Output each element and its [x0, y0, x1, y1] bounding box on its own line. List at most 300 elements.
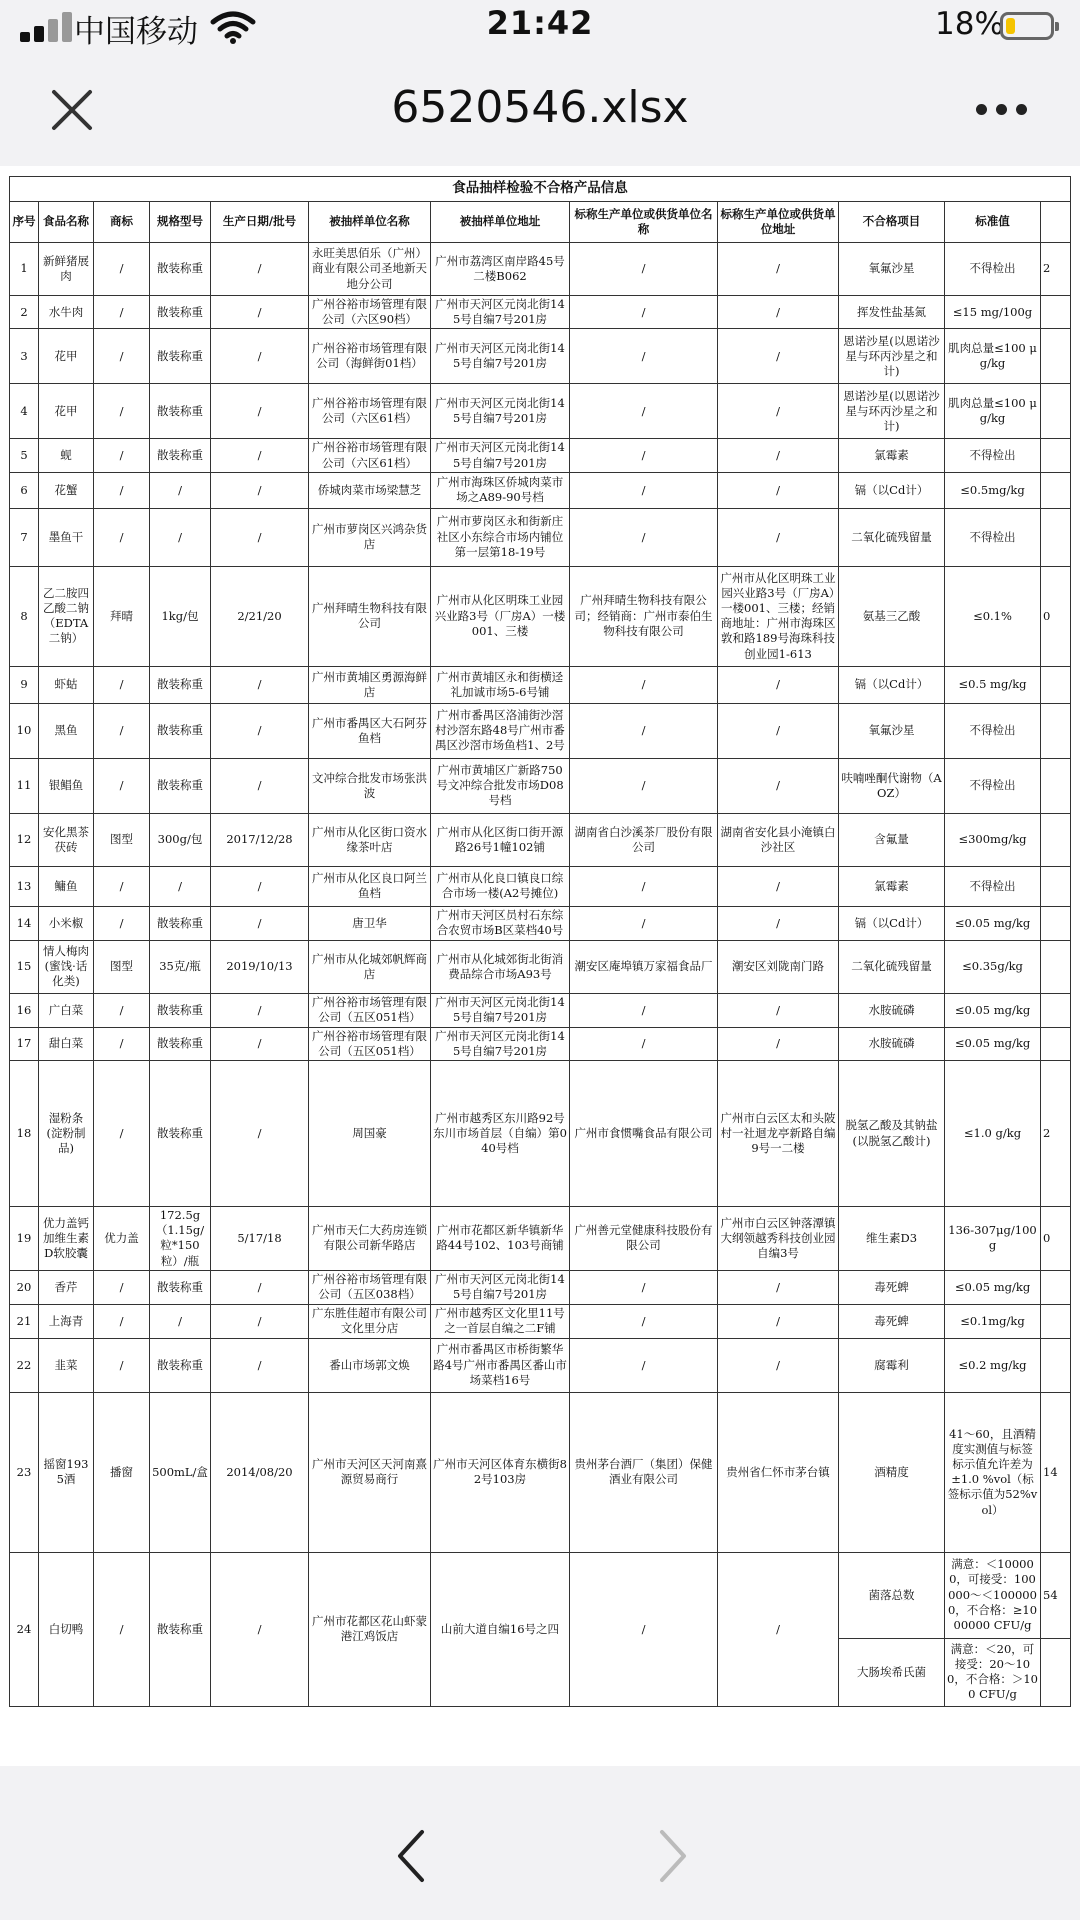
table-cell: 广州市天河区天河南熹源贸易商行 — [309, 1392, 431, 1552]
table-cell: 不得检出 — [945, 243, 1041, 296]
table-cell: 永旺美思佰乐（广州）商业有限公司圣地新天地分公司 — [309, 243, 431, 296]
table-cell: 拜晴 — [94, 566, 150, 666]
table-cell: 腐霉利 — [839, 1338, 945, 1392]
table-cell: 广州市从化区街口街开源路26号1幢102铺 — [431, 813, 570, 866]
table-row — [10, 1027, 1071, 1060]
table-cell: 镉（以Cd计） — [839, 906, 945, 940]
bottom-nav — [0, 1770, 1080, 1920]
table-cell: 蚬 — [39, 439, 94, 472]
table-cell: 播窗 — [94, 1392, 150, 1552]
table-cell: 136-307μg/100g — [945, 1207, 1041, 1271]
table-cell: 贵州省仁怀市茅台镇 — [718, 1392, 839, 1552]
table-cell: 23 — [10, 1392, 39, 1552]
table-cell: 广州市番禺区市桥街繁华路4号广州市番禺区番山市场菜档16号 — [431, 1338, 570, 1392]
table-cell: 墨鱼干 — [39, 508, 94, 566]
table-cell: 情人梅肉(蜜饯·话化类) — [39, 940, 94, 993]
table-cell: 乙二胺四乙酸二钠（EDTA二钠） — [39, 566, 94, 666]
spreadsheet-preview[interactable] — [0, 166, 1080, 1766]
table-cell: 6 — [10, 472, 39, 508]
table-cell: 广州谷裕市场管理有限公司（五区051档） — [309, 993, 431, 1027]
table-cell: 毒死蜱 — [839, 1270, 945, 1304]
table-cell: 4 — [10, 384, 39, 439]
cutoff-cell — [1041, 666, 1071, 703]
table-cell: 图型 — [94, 940, 150, 993]
table-cell: / — [94, 866, 150, 906]
sheet-title: 食品抽样检验不合格产品信息 — [10, 177, 1071, 202]
cutoff-cell — [1041, 1638, 1071, 1706]
table-cell: / — [211, 666, 309, 703]
table-cell: 氯霉素 — [839, 866, 945, 906]
forward-arrow-icon[interactable] — [652, 1826, 692, 1886]
table-cell: 广州市天河区元岗北街145号自编7号201房 — [431, 296, 570, 329]
table-cell: 20 — [10, 1270, 39, 1304]
table-cell: ≤0.2 mg/kg — [945, 1338, 1041, 1392]
table-cell: 湿粉条(淀粉制品) — [39, 1061, 94, 1207]
sheet-title-row — [10, 177, 1071, 202]
table-cell: 香芹 — [39, 1270, 94, 1304]
table-cell: ≤0.5mg/kg — [945, 472, 1041, 508]
table-cell: 水胺硫磷 — [839, 1027, 945, 1060]
table-cell: 16 — [10, 993, 39, 1027]
column-header-cutoff — [1041, 202, 1071, 243]
table-cell: 1kg/包 — [150, 566, 211, 666]
table-cell: ≤300mg/kg — [945, 813, 1041, 866]
table-cell: 优力盖钙加维生素D软胶囊 — [39, 1207, 94, 1271]
column-header: 生产日期/批号 — [211, 202, 309, 243]
table-cell: / — [94, 906, 150, 940]
table-cell: 菌落总数 — [839, 1552, 945, 1638]
table-cell: / — [570, 1552, 718, 1706]
table-cell: ≤0.05 mg/kg — [945, 993, 1041, 1027]
column-header: 标称生产单位或供货单位地址 — [718, 202, 839, 243]
table-cell: / — [718, 384, 839, 439]
table-cell: / — [718, 243, 839, 296]
table-cell: 广州市黄埔区勇源海鲜店 — [309, 666, 431, 703]
table-cell: 18 — [10, 1061, 39, 1207]
table-cell: 广州谷裕市场管理有限公司（六区90档） — [309, 296, 431, 329]
table-cell: / — [211, 1552, 309, 1706]
column-header: 商标 — [94, 202, 150, 243]
table-row — [10, 1270, 1071, 1304]
table-row — [10, 866, 1071, 906]
table-cell: / — [94, 1270, 150, 1304]
table-cell: 散装称重 — [150, 1270, 211, 1304]
table-cell: / — [211, 243, 309, 296]
table-cell: 氧氟沙星 — [839, 243, 945, 296]
table-cell: / — [211, 703, 309, 758]
document-title: 6520546.xlsx — [391, 82, 689, 133]
table-cell: 二氧化硫残留量 — [839, 508, 945, 566]
table-cell: 广州市荔湾区南岸路45号二楼B062 — [431, 243, 570, 296]
table-cell: 24 — [10, 1552, 39, 1706]
table-cell: 41～60，且酒精度实测值与标签标示值允许差为±1.0 %vol（标签标示值为52%vol） — [945, 1392, 1041, 1552]
table-cell: 广州市白云区太和头陂村一社迴龙亭新路自编9号一二楼 — [718, 1061, 839, 1207]
table-row — [10, 1207, 1071, 1271]
table-cell: / — [211, 1061, 309, 1207]
table-cell: 酒精度 — [839, 1392, 945, 1552]
table-cell: ≤0.5 mg/kg — [945, 666, 1041, 703]
table-cell: 散装称重 — [150, 703, 211, 758]
cutoff-cell — [1041, 703, 1071, 758]
table-cell: 广州市海珠区侨城肉菜市场之A89-90号档 — [431, 472, 570, 508]
cutoff-cell — [1041, 384, 1071, 439]
table-row — [10, 243, 1071, 296]
cutoff-cell: 0 — [1041, 1207, 1071, 1271]
table-cell: / — [570, 703, 718, 758]
table-cell: / — [94, 666, 150, 703]
cutoff-cell — [1041, 813, 1071, 866]
table-cell: 氯霉素 — [839, 439, 945, 472]
table-cell: 甜白菜 — [39, 1027, 94, 1060]
table-cell: ≤0.05 mg/kg — [945, 1027, 1041, 1060]
table-cell: 广州市从化区街口资水缘茶叶店 — [309, 813, 431, 866]
table-cell: 满意：＜20，可接受：20～100，不合格：＞100 CFU/g — [945, 1638, 1041, 1706]
table-row — [10, 1552, 1071, 1638]
table-cell: / — [211, 758, 309, 813]
table-cell: / — [94, 1027, 150, 1060]
table-cell: 广州谷裕市场管理有限公司（六区61档） — [309, 384, 431, 439]
table-cell: 散装称重 — [150, 384, 211, 439]
cutoff-cell — [1041, 472, 1071, 508]
table-cell: 散装称重 — [150, 1027, 211, 1060]
column-header: 被抽样单位地址 — [431, 202, 570, 243]
table-cell: 侨城肉菜市场梁慧芝 — [309, 472, 431, 508]
table-cell: 摇窗1935酒 — [39, 1392, 94, 1552]
table-cell: 广州市天河区员村石东综合农贸市场B区菜档40号 — [431, 906, 570, 940]
table-cell: / — [211, 296, 309, 329]
table-cell: 肌肉总量≤100 μg/kg — [945, 384, 1041, 439]
table-cell: 广州市越秀区东川路92号东川市场首层（自编）第040号档 — [431, 1061, 570, 1207]
table-cell: / — [94, 703, 150, 758]
table-cell: 图型 — [94, 813, 150, 866]
table-cell: 500mL/盒 — [150, 1392, 211, 1552]
cutoff-cell: 2 — [1041, 243, 1071, 296]
table-cell: / — [570, 1027, 718, 1060]
table-cell: / — [718, 472, 839, 508]
cutoff-cell: 2 — [1041, 1061, 1071, 1207]
table-cell: / — [718, 329, 839, 384]
table-cell: 散装称重 — [150, 296, 211, 329]
column-header: 序号 — [10, 202, 39, 243]
table-cell: 广州市从化区良口阿兰鱼档 — [309, 866, 431, 906]
table-cell: 花蟹 — [39, 472, 94, 508]
table-cell: / — [211, 993, 309, 1027]
status-bar — [0, 0, 1080, 54]
table-cell: 脱氢乙酸及其钠盐(以脱氢乙酸计) — [839, 1061, 945, 1207]
table-cell: 花甲 — [39, 384, 94, 439]
table-cell: / — [718, 703, 839, 758]
table-cell: / — [570, 329, 718, 384]
table-cell: 广东胜佳超市有限公司文化里分店 — [309, 1304, 431, 1338]
table-cell: 镉（以Cd计） — [839, 666, 945, 703]
table-cell: 毒死蜱 — [839, 1304, 945, 1338]
table-cell: 散装称重 — [150, 243, 211, 296]
table-cell: 广州市天河区元岗北街145号自编7号201房 — [431, 329, 570, 384]
table-cell: 安化黑茶茯砖 — [39, 813, 94, 866]
table-cell: / — [211, 1270, 309, 1304]
table-cell: 周国豪 — [309, 1061, 431, 1207]
table-cell: / — [570, 384, 718, 439]
table-cell: 广州市从化良口镇良口综合市场一楼(A2号摊位) — [431, 866, 570, 906]
table-cell: 贵州茅台酒厂（集团）保健酒业有限公司 — [570, 1392, 718, 1552]
table-cell: 散装称重 — [150, 906, 211, 940]
cutoff-cell — [1041, 1304, 1071, 1338]
table-cell: / — [570, 1338, 718, 1392]
table-cell: / — [570, 472, 718, 508]
table-cell: / — [718, 1552, 839, 1706]
table-cell: / — [718, 1338, 839, 1392]
table-cell: / — [94, 758, 150, 813]
table-cell: / — [718, 508, 839, 566]
inspection-table — [9, 176, 1071, 1707]
table-cell: / — [570, 993, 718, 1027]
table-cell: / — [718, 1027, 839, 1060]
table-cell: ≤0.1% — [945, 566, 1041, 666]
table-cell: 氨基三乙酸 — [839, 566, 945, 666]
table-cell: 呋喃唑酮代谢物（AOZ） — [839, 758, 945, 813]
table-body — [10, 243, 1071, 1707]
table-cell: 银鲳鱼 — [39, 758, 94, 813]
table-cell: 12 — [10, 813, 39, 866]
table-cell: 潮安区刘陇南门路 — [718, 940, 839, 993]
table-cell: / — [94, 508, 150, 566]
cutoff-cell — [1041, 1270, 1071, 1304]
table-cell: / — [211, 1027, 309, 1060]
table-cell: 广州市天河区元岗北街145号自编7号201房 — [431, 993, 570, 1027]
table-cell: / — [94, 472, 150, 508]
table-cell: 恩诺沙星(以恩诺沙星与环丙沙星之和计) — [839, 329, 945, 384]
table-cell: 广州市食惯嘴食品有限公司 — [570, 1061, 718, 1207]
table-cell: 潮安区庵埠镇万家福食品厂 — [570, 940, 718, 993]
table-cell: 鳙鱼 — [39, 866, 94, 906]
table-cell: 散装称重 — [150, 329, 211, 384]
cutoff-cell: 54 — [1041, 1552, 1071, 1638]
table-cell: 挥发性盐基氮 — [839, 296, 945, 329]
table-cell: / — [718, 993, 839, 1027]
table-cell: 172.5g（1.15g/粒*150粒）/瓶 — [150, 1207, 211, 1271]
table-cell: 恩诺沙星(以恩诺沙星与环丙沙星之和计) — [839, 384, 945, 439]
table-cell: 散装称重 — [150, 1061, 211, 1207]
table-cell: 广州市越秀区文化里11号之一首层自编之二F铺 — [431, 1304, 570, 1338]
table-cell: 广州善元堂健康科技股份有限公司 — [570, 1207, 718, 1271]
table-cell: 肌肉总量≤100 μg/kg — [945, 329, 1041, 384]
table-cell: 湖南省安化县小淹镇白沙社区 — [718, 813, 839, 866]
cutoff-cell — [1041, 296, 1071, 329]
cutoff-cell — [1041, 1338, 1071, 1392]
column-header: 被抽样单位名称 — [309, 202, 431, 243]
table-cell: 虾蛄 — [39, 666, 94, 703]
table-cell: / — [150, 508, 211, 566]
table-cell: / — [570, 1304, 718, 1338]
table-row — [10, 439, 1071, 472]
table-cell: / — [570, 439, 718, 472]
table-cell: 广州市天河区体育东横街82号103房 — [431, 1392, 570, 1552]
table-cell: / — [211, 329, 309, 384]
cutoff-cell — [1041, 329, 1071, 384]
table-cell: / — [570, 666, 718, 703]
table-cell: 3 — [10, 329, 39, 384]
table-cell: 不得检出 — [945, 703, 1041, 758]
table-cell: 唐卫华 — [309, 906, 431, 940]
header-row — [10, 202, 1071, 243]
table-cell: 2/21/20 — [211, 566, 309, 666]
table-cell: 广州市花都区花山虾蒙港江鸡饭店 — [309, 1552, 431, 1706]
cutoff-cell — [1041, 866, 1071, 906]
table-cell: / — [570, 758, 718, 813]
table-cell: 广州市从化城郊街北街消费品综合市场A93号 — [431, 940, 570, 993]
table-cell: / — [94, 296, 150, 329]
table-cell: 水牛肉 — [39, 296, 94, 329]
status-clock: 21:42 — [486, 4, 594, 42]
table-cell: 番山市场郭文焕 — [309, 1338, 431, 1392]
table-cell: 广州谷裕市场管理有限公司（五区038档） — [309, 1270, 431, 1304]
table-cell: 广州市白云区钟落潭镇大纲领越秀科技创业园自编3号 — [718, 1207, 839, 1271]
table-row — [10, 758, 1071, 813]
carrier-name: 中国移动 — [74, 14, 198, 50]
table-cell: / — [94, 1338, 150, 1392]
table-cell: 2019/10/13 — [211, 940, 309, 993]
table-cell: / — [570, 906, 718, 940]
table-cell: 广州谷裕市场管理有限公司（海鲜街01档） — [309, 329, 431, 384]
table-row — [10, 666, 1071, 703]
table-cell: 5/17/18 — [211, 1207, 309, 1271]
table-cell: 17 — [10, 1027, 39, 1060]
table-cell: 广州谷裕市场管理有限公司（五区051档） — [309, 1027, 431, 1060]
table-cell: 大肠埃希氏菌 — [839, 1638, 945, 1706]
table-cell: 广州拜晴生物科技有限公司；经销商：广州市泰伯生物科技有限公司 — [570, 566, 718, 666]
table-cell: 广州市天河区元岗北街145号自编7号201房 — [431, 1270, 570, 1304]
table-cell: 300g/包 — [150, 813, 211, 866]
table-cell: / — [211, 508, 309, 566]
table-row — [10, 703, 1071, 758]
table-cell: 韭菜 — [39, 1338, 94, 1392]
table-cell: 19 — [10, 1207, 39, 1271]
table-cell: 广州市萝岗区永和街新庄社区小东综合市场内铺位第一层第18-19号 — [431, 508, 570, 566]
table-cell: 山前大道自编16号之四 — [431, 1552, 570, 1706]
table-cell: 上海青 — [39, 1304, 94, 1338]
table-cell: / — [94, 439, 150, 472]
table-cell: 新鲜猪展肉 — [39, 243, 94, 296]
table-cell: 花甲 — [39, 329, 94, 384]
more-icon[interactable] — [972, 100, 1032, 120]
table-cell: / — [718, 296, 839, 329]
table-cell: 5 — [10, 439, 39, 472]
table-cell: 8 — [10, 566, 39, 666]
table-cell: 2014/08/20 — [211, 1392, 309, 1552]
table-cell: / — [718, 866, 839, 906]
table-cell: 广州市从化区明珠工业园兴业路3号（厂房A）一楼001、三楼；经销商地址：广州市海珠区敦和路189号海珠科技创业园1-613 — [718, 566, 839, 666]
table-cell: 21 — [10, 1304, 39, 1338]
table-cell: / — [211, 439, 309, 472]
table-cell: / — [150, 1304, 211, 1338]
battery-icon — [1000, 12, 1054, 40]
table-cell: 白切鸭 — [39, 1552, 94, 1706]
table-cell: 广州市天仁大药房连锁有限公司新华路店 — [309, 1207, 431, 1271]
table-cell: 优力盖 — [94, 1207, 150, 1271]
table-cell: 小米椒 — [39, 906, 94, 940]
table-cell: 散装称重 — [150, 993, 211, 1027]
table-cell: ≤0.1mg/kg — [945, 1304, 1041, 1338]
table-cell: ≤15 mg/100g — [945, 296, 1041, 329]
table-cell: / — [570, 508, 718, 566]
table-cell: 黑鱼 — [39, 703, 94, 758]
table-cell: 二氧化硫残留量 — [839, 940, 945, 993]
table-cell: 广州市从化区明珠工业园兴业路3号（厂房A）一楼001、三楼 — [431, 566, 570, 666]
table-cell: 13 — [10, 866, 39, 906]
table-cell: ≤1.0 g/kg — [945, 1061, 1041, 1207]
table-cell: / — [570, 866, 718, 906]
table-cell: / — [94, 384, 150, 439]
table-cell: 广州拜晴生物科技有限公司 — [309, 566, 431, 666]
table-cell: 2 — [10, 296, 39, 329]
table-cell: / — [211, 1304, 309, 1338]
table-cell: / — [94, 1304, 150, 1338]
table-cell: / — [94, 243, 150, 296]
table-cell: 广州市萝岗区兴鸿杂货店 — [309, 508, 431, 566]
table-cell: 1 — [10, 243, 39, 296]
table-cell: 含氟量 — [839, 813, 945, 866]
table-row — [10, 296, 1071, 329]
table-cell: 不得检出 — [945, 866, 1041, 906]
table-cell: ≤0.05 mg/kg — [945, 1270, 1041, 1304]
cutoff-cell — [1041, 993, 1071, 1027]
cutoff-cell — [1041, 1027, 1071, 1060]
table-row — [10, 906, 1071, 940]
column-header: 规格型号 — [150, 202, 211, 243]
table-cell: / — [150, 866, 211, 906]
table-cell: / — [718, 758, 839, 813]
cutoff-cell: 0 — [1041, 566, 1071, 666]
table-cell: / — [94, 329, 150, 384]
table-cell: 维生素D3 — [839, 1207, 945, 1271]
table-cell: / — [211, 384, 309, 439]
table-cell: 不得检出 — [945, 439, 1041, 472]
back-arrow-icon[interactable] — [392, 1826, 432, 1886]
table-cell: / — [211, 906, 309, 940]
table-cell: / — [94, 1552, 150, 1706]
table-cell: / — [211, 472, 309, 508]
table-cell: / — [718, 439, 839, 472]
table-cell: 11 — [10, 758, 39, 813]
table-cell: / — [150, 472, 211, 508]
table-cell: 2017/12/28 — [211, 813, 309, 866]
table-cell: / — [211, 1338, 309, 1392]
table-cell: 14 — [10, 906, 39, 940]
table-row — [10, 566, 1071, 666]
table-row — [10, 384, 1071, 439]
viewer-header — [0, 54, 1080, 164]
table-cell: 广州市花都区新华镇新华路44号102、103号商铺 — [431, 1207, 570, 1271]
table-cell: 散装称重 — [150, 666, 211, 703]
table-cell: 35克/瓶 — [150, 940, 211, 993]
table-cell: 22 — [10, 1338, 39, 1392]
table-cell: 散装称重 — [150, 1552, 211, 1706]
table-cell: 广州市天河区元岗北街145号自编7号201房 — [431, 439, 570, 472]
table-row — [10, 508, 1071, 566]
table-cell: 散装称重 — [150, 439, 211, 472]
table-row — [10, 472, 1071, 508]
cutoff-cell — [1041, 508, 1071, 566]
table-cell: 广州市黄埔区永和街横迳礼加诚市场5-6号铺 — [431, 666, 570, 703]
table-cell: ≤0.35g/kg — [945, 940, 1041, 993]
table-cell: / — [94, 1061, 150, 1207]
table-cell: 10 — [10, 703, 39, 758]
table-row — [10, 1061, 1071, 1207]
table-cell: 广州市番禺区大石阿芬鱼档 — [309, 703, 431, 758]
table-cell: 广州市从化城郊帆辉商店 — [309, 940, 431, 993]
table-cell: / — [570, 296, 718, 329]
table-row — [10, 813, 1071, 866]
